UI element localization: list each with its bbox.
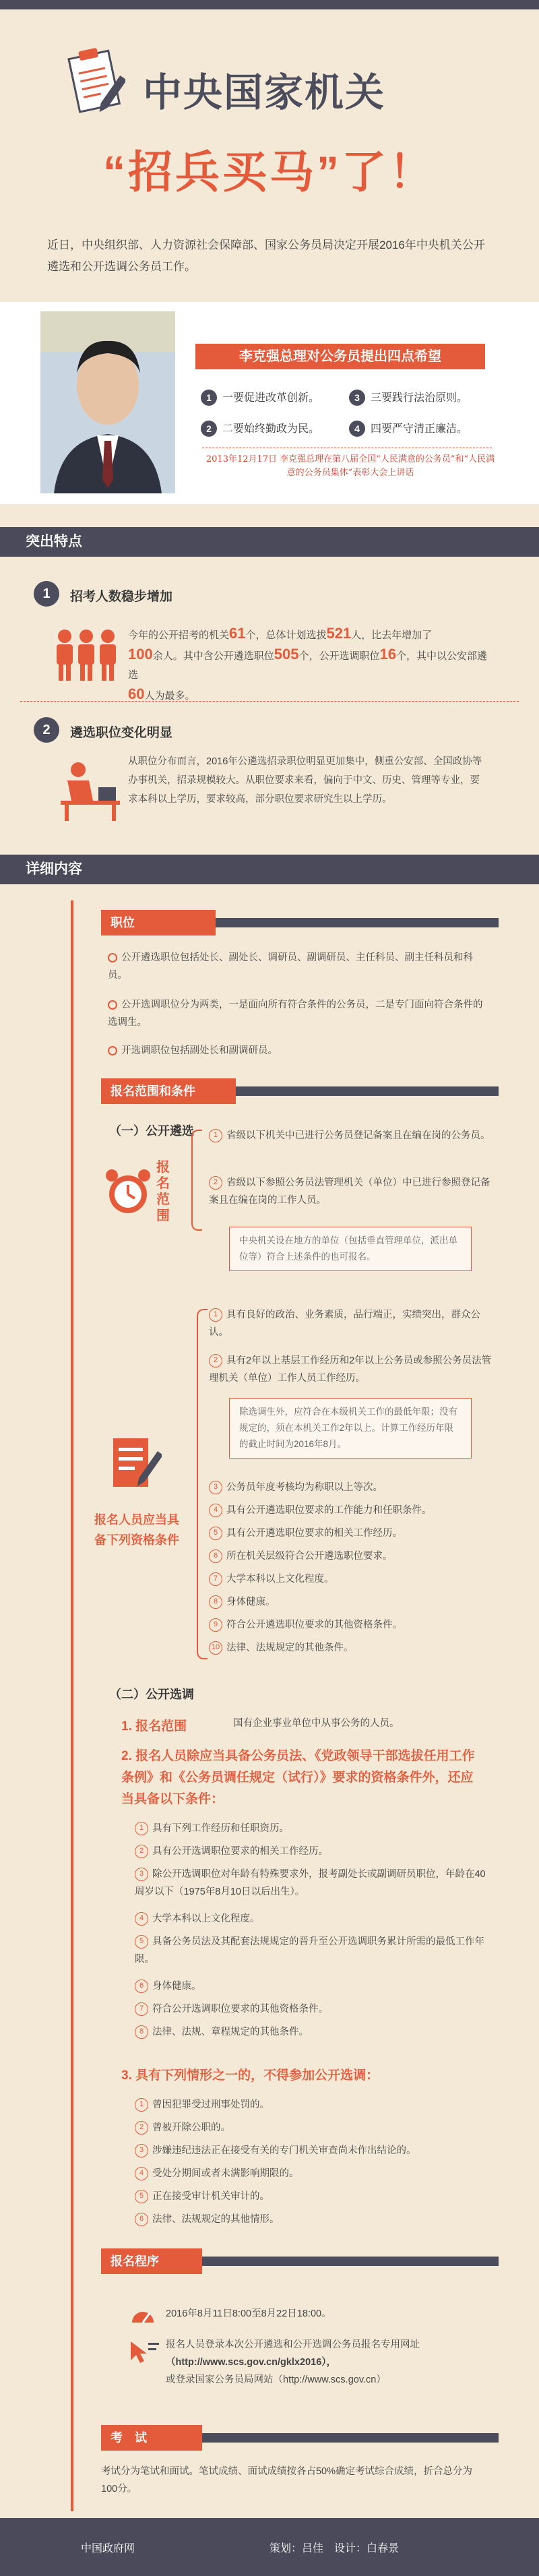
list-item: 2 省级以下参照公务员法管理机关（单位）中已进行参照登记备案且在编在岗的工作人员。	[209, 1177, 490, 1206]
list-item: 3 涉嫌违纪违法正在接受有关的专门机关审查尚未作出结论的。	[135, 2142, 492, 2159]
note-box: 除选调生外，应符合在本级机关工作的最低年限；没有规定的，须在本机关工作2年以上。计算工作经历年限的截止时间为2016年8月。	[229, 1398, 472, 1459]
tag-scope: 报名范围和条件	[101, 1078, 236, 1104]
list-item: 开选调职位包括副处长和副调研员。	[108, 1042, 485, 1060]
footer	[0, 2518, 539, 2576]
list-item: 5 具备公务员法及其配套法规规定的晋升至公开选调职务累计所需的最低工作年限。	[135, 1936, 484, 1965]
procedure-web: 报名人员登录本次公开遴选和公开选调公务员报名专用网址 （http://www.scs.gov.cn/gklx2016）， 或登录国家公务员局网站（http://www.scs.gov.cn）	[166, 2339, 420, 2385]
label-conditions: 报名人员应当具备下列资格条件	[94, 1513, 179, 1547]
transfer-scope-text: 国有企业事业单位中从事公务的人员。	[233, 1718, 400, 1729]
list-item: 5 具有公开遴选职位要求的相关工作经历。	[209, 1525, 492, 1542]
form-pen-icon	[108, 1429, 162, 1496]
mouse-cursor-icon	[125, 2339, 160, 2366]
page-subtitle: “招兵买马”了！	[103, 147, 436, 197]
note-box: 中央机关设在地方的单位（包括垂直管理单位，派出单位等）符合上述条件的也可报名。	[229, 1227, 472, 1271]
tag-position: 职位	[101, 910, 216, 936]
label-scope: 报名范围	[156, 1160, 170, 1223]
list-item: 1 具有下列工作经历和任职资历。	[135, 1820, 492, 1837]
list-item: 6 所在机关层级符合公开遴选职位要求。	[209, 1547, 492, 1565]
hope-item: 1 一要促进改革创新。	[201, 390, 319, 407]
subsection-heading: （二）公开选调	[109, 1688, 194, 1701]
registration-link[interactable]: （http://www.scs.gov.cn/gklx2016），	[166, 2357, 337, 2368]
tag-bar	[202, 2257, 499, 2266]
tag-bar	[236, 1086, 499, 1096]
hope-item: 3 三要践行法治原则。	[349, 390, 468, 407]
feature-number: 1	[34, 581, 59, 607]
list-item: 3 除公开选调职位对年龄有特殊要求外，报考副处长或副调研员职位，年龄在40周岁以下（1975年8月10日以后出生）。	[135, 1869, 486, 1897]
portrait-icon	[40, 311, 175, 493]
list-item: 6 身体健康。	[135, 1977, 492, 1995]
tag-procedure: 报名程序	[101, 2248, 202, 2274]
timeline-line	[71, 900, 73, 2511]
divider	[20, 701, 519, 702]
label-transfer-scope: 1. 报名范围	[121, 1719, 187, 1734]
footer-credit: 策划：吕佳 设计：白春景	[270, 2543, 400, 2554]
premier-title: 李克强总理对公务员提出四点希望	[195, 344, 485, 369]
list-item: 2 曾被开除公职的。	[135, 2119, 492, 2137]
list-item: 7 大学本科以上文化程度。	[209, 1570, 492, 1588]
people-group-icon	[53, 627, 120, 683]
list-item: 7 符合公开选调职位要求的其他资格条件。	[135, 2000, 492, 2018]
feature-heading: 遴选职位变化明显	[70, 726, 173, 740]
exclusion-heading: 3. 具有下列情形之一的，不得参加公开选调：	[121, 2068, 379, 2083]
tag-exam: 考 试	[101, 2425, 202, 2451]
list-item: 4 具有公开遴选职位要求的工作能力和任职条件。	[209, 1502, 492, 1519]
bullet-icon	[108, 1046, 117, 1055]
premier-photo	[40, 311, 175, 493]
procedure-time: 2016年8月11日8:00至8月22日18:00。	[166, 2308, 331, 2319]
bullet-icon	[108, 1000, 117, 1010]
document-pen-icon	[67, 47, 125, 117]
desk-worker-icon	[58, 760, 123, 821]
list-item: 8 法律、法规、章程规定的其他条件。	[135, 2023, 492, 2041]
alarm-clock-icon	[101, 1165, 155, 1219]
intro-text: 近日，中央组织部、人力资源社会保障部、国家公务员局决定开展2016年中央机关公开遴选和公开选调公务员工作。	[47, 239, 485, 273]
feature-text-position: 从职位分布而言，2016年公遴选招录职位明显更加集中，侧重公安部、全国政协等办事机关，招录规模较大。从职位要求来看，偏向于中文、历史、管理等专业，要求本科以上学历，要求较高，部分职位要求研究生以上学历。	[128, 756, 482, 805]
tag-bar	[216, 918, 499, 927]
list-item: 公开选调职位分为两类，一是面向所有符合条件的公务员，二是专门面向符合条件的选调生。	[108, 1000, 483, 1028]
list-item: 9 符合公开遴选职位要求的其他资格条件。	[209, 1616, 492, 1634]
list-item: 1 省级以下机关中已进行公务员登记备案且在编在岗的公务员。	[209, 1127, 492, 1144]
list-item: 2 具有2年以上基层工作经历和2年以上公务员或参照公务员法管理机关（单位）工作人员工作经历。	[209, 1355, 492, 1384]
list-item: 2 具有公开选调职位要求的相关工作经历。	[135, 1843, 492, 1860]
list-item: 1 曾因犯罪受过刑事处罚的。	[135, 2096, 492, 2114]
section-title-detail: 详细内容	[26, 861, 82, 877]
premier-quote-source: 2013年12月17日 李克强总理在第八届全国“人民满意的公务员”和“人民满意的公务员集体”表彰大会上讲话	[205, 454, 495, 478]
bracket	[191, 1130, 202, 1231]
transfer-conditions-heading: 2. 报名人员除应当具备公务员法、《党政领导干部选拔任用工作条例》和《公务员调任规定（试行）》要求的资格条件外，还应当具备以下条件：	[121, 1749, 475, 1806]
tag-bar	[202, 2433, 499, 2443]
footer-source: 中国政府网	[81, 2543, 135, 2554]
hope-item: 4 四要严守清正廉洁。	[349, 421, 468, 438]
list-item: 1 具有良好的政治、业务素质，品行端正，实绩突出，群众公认。	[209, 1310, 480, 1338]
list-item: 6 法律、法规规定的其他情形。	[135, 2211, 492, 2228]
top-band	[0, 0, 539, 9]
list-item: 4 大学本科以上文化程度。	[135, 1910, 492, 1928]
feature-heading: 招考人数稳步增加	[70, 590, 173, 604]
hope-item: 2 二要始终勤政为民。	[201, 421, 319, 438]
bracket	[197, 1309, 208, 1659]
list-item: 4 受处分期间或者未满影响期限的。	[135, 2165, 492, 2182]
list-item: 公开遴选职位包括处长、副处长、调研员、副调研员、主任科员、副主任科员和科员。	[108, 952, 473, 981]
official-site-link[interactable]: 或登录国家公务员局网站（http://www.scs.gov.cn）	[166, 2374, 386, 2385]
bullet-icon	[108, 953, 117, 962]
page-title: 中央国家机关	[143, 71, 386, 115]
subsection-heading: （一）公开遴选	[109, 1124, 194, 1138]
list-item: 10 法律、法规规定的其他条件。	[209, 1639, 492, 1657]
list-item: 3 公务员年度考核均为称职以上等次。	[209, 1479, 492, 1496]
feature-number: 2	[34, 717, 59, 743]
gauge-icon	[129, 2304, 156, 2324]
list-item: 8 身体健康。	[209, 1593, 492, 1611]
feature-text-recruit: 今年的公开招考的机关61个，总体计划选拔521人，比去年增加了 100余人。其中含公开遴选职位505个，公开选调职位16个，其中以公安部遴选 60人为最多。	[128, 625, 487, 702]
list-item: 5 正在接受审计机关审计的。	[135, 2188, 492, 2205]
section-title-features: 突出特点	[26, 534, 82, 549]
exam-text: 考试分为笔试和面试。笔试成绩、面试成绩按各占50%确定考试综合成绩，折合总分为100分。	[101, 2466, 473, 2494]
